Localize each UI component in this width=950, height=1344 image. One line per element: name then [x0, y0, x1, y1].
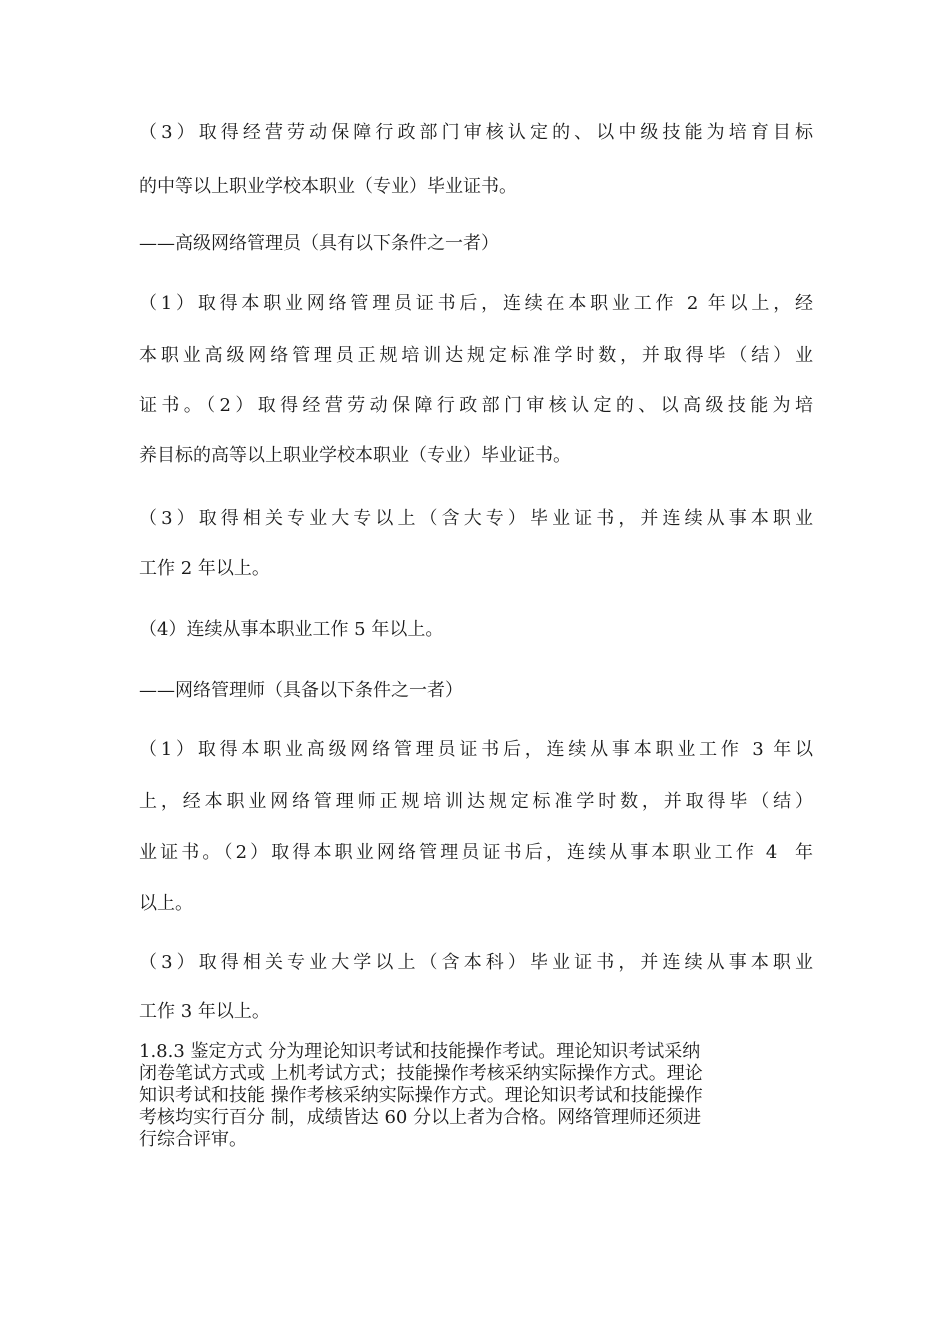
section-line: 行综合评审。	[139, 1129, 247, 1150]
paragraph-line: 本职业高级网络管理员正规培训达规定标准学时数，并取得毕（结）业	[139, 345, 813, 366]
paragraph-line: 业证书。（2）取得本职业网络管理员证书后，连续从事本职业工作 4 年	[139, 842, 813, 863]
paragraph-line: 养目标的高等以上职业学校本职业（专业）毕业证书。	[139, 445, 571, 466]
section-line: 闭卷笔试方式或 上机考试方式；技能操作考核采纳实际操作方式。理论	[139, 1063, 703, 1084]
paragraph-line: （1）取得本职业高级网络管理员证书后，连续从事本职业工作 3 年以	[139, 739, 813, 760]
paragraph-line: 以上。	[139, 893, 193, 914]
section-line: 知识考试和技能 操作考核采纳实际操作方式。理论知识考试和技能操作	[139, 1085, 703, 1106]
paragraph-line: 工作 2 年以上。	[139, 558, 270, 579]
paragraph-line: 证书。（2）取得经营劳动保障行政部门审核认定的、以高级技能为培	[139, 395, 813, 416]
paragraph-line: （3）取得相关专业大专以上（含大专）毕业证书，并连续从事本职业	[139, 508, 813, 529]
section-line: 1.8.3 鉴定方式 分为理论知识考试和技能操作考试。理论知识考试采纳	[139, 1041, 701, 1062]
section-heading: ——高级网络管理员（具有以下条件之一者）	[139, 233, 499, 254]
section-line: 考核均实行百分 制，成绩皆达 60 分以上者为合格。网络管理师还须进	[139, 1107, 702, 1128]
paragraph-line: 的中等以上职业学校本职业（专业）毕业证书。	[139, 176, 517, 197]
paragraph-line: （1）取得本职业网络管理员证书后，连续在本职业工作 2 年以上，经	[139, 293, 813, 314]
paragraph-line: （3）取得经营劳动保障行政部门审核认定的、以中级技能为培育目标	[139, 122, 813, 143]
paragraph-line: 工作 3 年以上。	[139, 1001, 270, 1022]
section-heading: ——网络管理师（具备以下条件之一者）	[139, 680, 463, 701]
assessment-method-section	[139, 1041, 819, 1151]
paragraph-line: （4）连续从事本职业工作 5 年以上。	[139, 619, 444, 640]
paragraph-line: （3）取得相关专业大学以上（含本科）毕业证书，并连续从事本职业	[139, 952, 813, 973]
paragraph-line: 上，经本职业网络管理师正规培训达规定标准学时数，并取得毕（结）	[139, 791, 813, 812]
